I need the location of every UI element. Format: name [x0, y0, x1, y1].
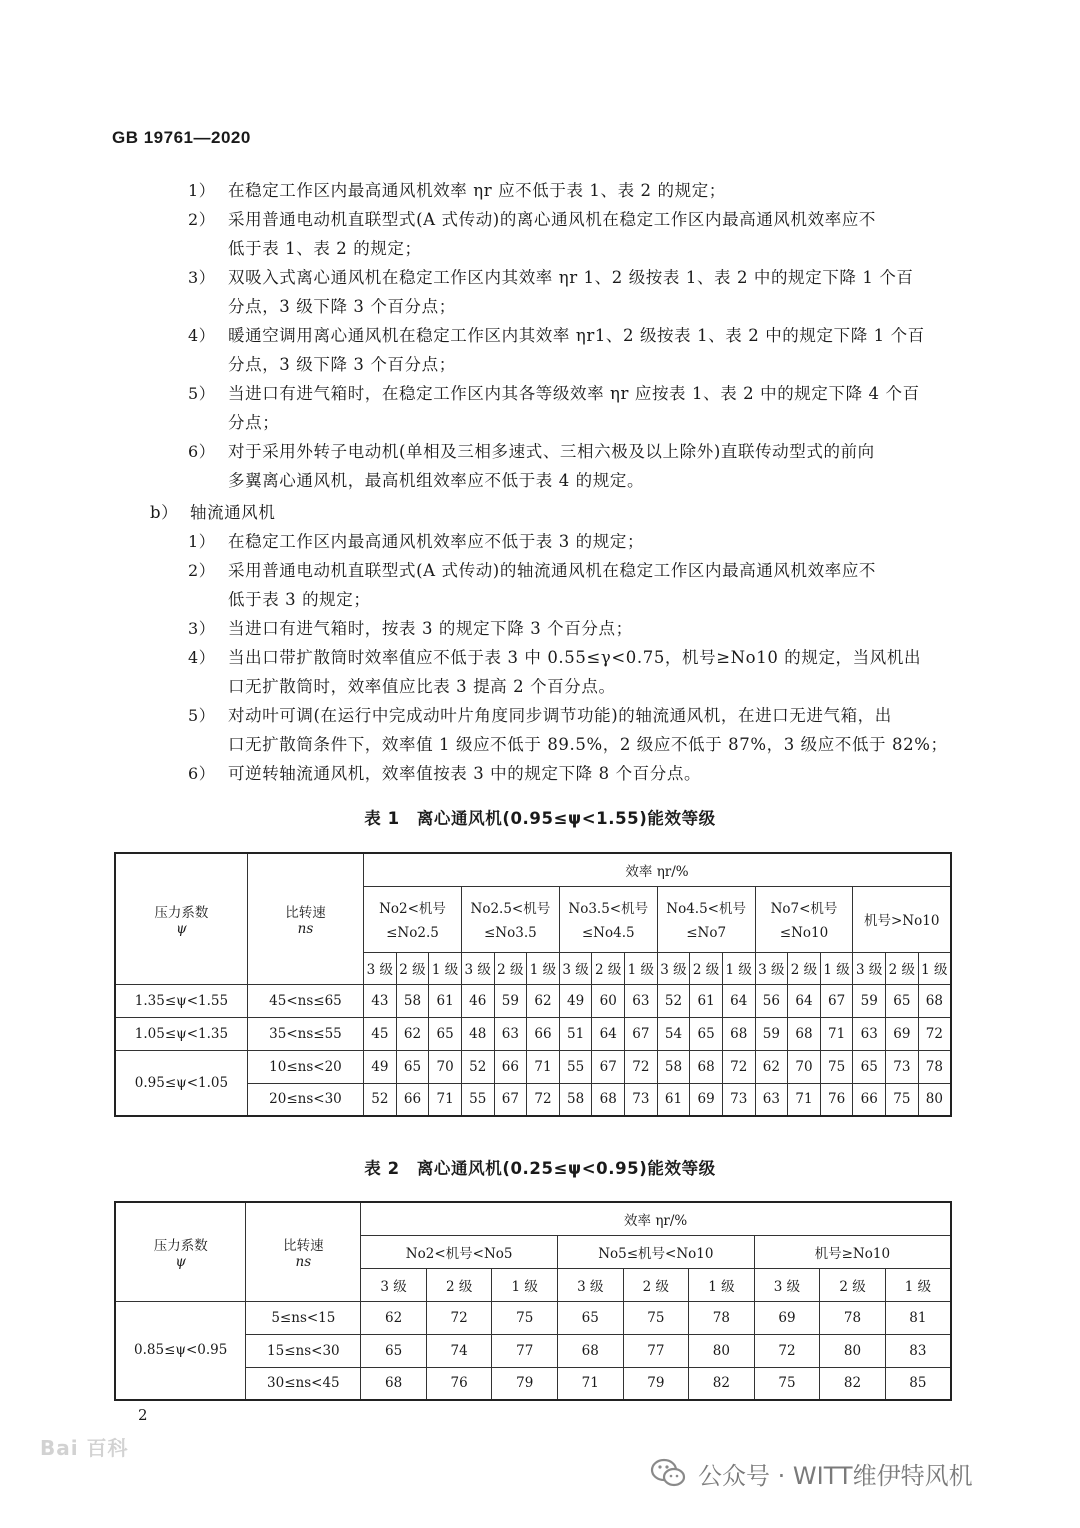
list-item — [188, 379, 953, 437]
table2-grade-header: 1 级 — [885, 1268, 951, 1301]
table2-group-header: No5≤机号<No10 — [557, 1235, 754, 1268]
table1-value-cell: 68 — [788, 1017, 821, 1050]
list-item-line: 可逆转轴流通风机，效率值按表 3 中的规定下降 8 个百分点。 — [228, 764, 702, 783]
table1-group-line1: 机号>No10 — [864, 913, 940, 929]
table1-value-cell: 66 — [527, 1017, 560, 1050]
table1-value-cell: 72 — [527, 1083, 560, 1116]
table1-value-cell: 67 — [625, 1017, 658, 1050]
table1-value-cell: 55 — [559, 1050, 592, 1083]
list-item-number: 4） — [188, 648, 216, 667]
list-item-number: 2） — [188, 210, 216, 229]
table2-value-cell: 65 — [361, 1334, 427, 1367]
table1-value-cell: 65 — [886, 984, 919, 1017]
table2-value-cell: 72 — [426, 1301, 492, 1334]
list-item-number: 5） — [188, 706, 216, 725]
table1-value-cell: 68 — [722, 1017, 755, 1050]
table1-value-cell: 56 — [755, 984, 788, 1017]
table1-value-cell: 64 — [592, 1017, 625, 1050]
table1-group-line2: ≤No2.5 — [386, 925, 439, 941]
table1-value-cell: 64 — [722, 984, 755, 1017]
baidu-watermark: Bai 百科 — [40, 1436, 129, 1460]
table2-value-cell: 79 — [623, 1367, 689, 1400]
table1-value-cell: 59 — [494, 984, 527, 1017]
list-item-number: 1） — [188, 532, 216, 551]
table2-pressure-cell: 0.85≤ψ<0.95 — [115, 1301, 246, 1400]
table2-value-cell: 68 — [557, 1334, 623, 1367]
table1-head-speed-label: 比转速 — [285, 904, 326, 921]
table2-value-cell: 77 — [492, 1334, 558, 1367]
table1-value-cell: 73 — [722, 1083, 755, 1116]
table1-group-line2: ≤No7 — [686, 925, 727, 941]
wechat-watermark — [650, 1453, 973, 1493]
table1-value-cell: 70 — [788, 1050, 821, 1083]
table1-grade-header: 2 级 — [396, 952, 429, 984]
table1-value-cell: 49 — [559, 984, 592, 1017]
table2-value-cell: 65 — [557, 1301, 623, 1334]
list-item-line: 采用普通电动机直联型式(A 式传动)的离心通风机在稳定工作区内最高通风机效率应不 — [228, 210, 877, 229]
table1-group-header — [461, 886, 559, 952]
table1-value-cell: 52 — [461, 1050, 494, 1083]
table2-value-cell: 75 — [754, 1367, 820, 1400]
table1-value-cell: 59 — [853, 984, 886, 1017]
list-item-line: 在稳定工作区内最高通风机效率 ηr 应不低于表 1、表 2 的规定； — [228, 181, 726, 200]
list-item-number: 1） — [188, 181, 216, 200]
table1-value-cell: 46 — [461, 984, 494, 1017]
table1-value-cell: 68 — [690, 1050, 723, 1083]
table2-grade-header: 1 级 — [492, 1268, 558, 1301]
list-item — [188, 437, 953, 495]
table1-speed-cell: 20≤ns<30 — [247, 1083, 363, 1116]
table1-group-header — [853, 886, 951, 952]
table2-caption: 表 2 离心通风机(0.25≤ψ<0.95)能效等级 — [364, 1159, 716, 1178]
table1-value-cell: 60 — [592, 984, 625, 1017]
table1-grade-header: 1 级 — [429, 952, 462, 984]
list-item-number: 3） — [188, 268, 216, 287]
list-item-line: 采用普通电动机直联型式(A 式传动)的轴流通风机在稳定工作区内最高通风机效率应不 — [228, 561, 877, 580]
table-row — [115, 1301, 951, 1334]
list-item — [188, 614, 953, 643]
table1-group-line2: ≤No10 — [779, 925, 829, 941]
list-item-number: 5） — [188, 384, 216, 403]
table2-value-cell: 62 — [361, 1301, 427, 1334]
table1-grade-header: 1 级 — [918, 952, 951, 984]
table2-value-cell: 74 — [426, 1334, 492, 1367]
section-b-title: 轴流通风机 — [190, 503, 276, 522]
table1-head-speed-symbol: ns — [297, 920, 314, 937]
list-item-number: 4） — [188, 326, 216, 345]
table1-speed-cell: 45<ns≤65 — [247, 984, 363, 1017]
table2-value-cell: 69 — [754, 1301, 820, 1334]
table1-value-cell: 65 — [853, 1050, 886, 1083]
table2-speed-cell: 5≤ns<15 — [246, 1301, 361, 1334]
table1-value-cell: 67 — [494, 1083, 527, 1116]
table1-value-cell: 66 — [494, 1050, 527, 1083]
table1-value-cell: 65 — [396, 1050, 429, 1083]
table1-value-cell: 63 — [494, 1017, 527, 1050]
table2-head-efficiency: 效率 ηr/% — [361, 1202, 951, 1235]
table1-value-cell: 52 — [657, 984, 690, 1017]
table2-value-cell: 76 — [426, 1367, 492, 1400]
table2-value-cell: 78 — [689, 1301, 755, 1334]
table1-value-cell: 66 — [396, 1083, 429, 1116]
table1-group-header — [755, 886, 853, 952]
table1-pressure-cell: 1.35≤ψ<1.55 — [115, 984, 247, 1017]
table1-value-cell: 61 — [429, 984, 462, 1017]
table1-value-cell: 69 — [886, 1017, 919, 1050]
table1-value-cell: 67 — [820, 984, 853, 1017]
table2-grade-header: 3 级 — [361, 1268, 427, 1301]
table2-value-cell: 83 — [885, 1334, 951, 1367]
table2-body — [115, 1301, 951, 1400]
table1-value-cell: 63 — [853, 1017, 886, 1050]
section-b-letter: b） — [150, 503, 179, 522]
table2-value-cell: 77 — [623, 1334, 689, 1367]
list-item — [188, 643, 953, 701]
table1-value-cell: 54 — [657, 1017, 690, 1050]
list-item — [188, 176, 953, 205]
list-item-line: 当进口有进气箱时，在稳定工作区内其各等级效率 ηr 应按表 1、表 2 中的规定下降 4 个百 — [228, 384, 920, 403]
table1-body — [115, 984, 951, 1116]
table1-grade-header: 3 级 — [461, 952, 494, 984]
table1-value-cell: 62 — [755, 1050, 788, 1083]
table1-value-cell: 61 — [657, 1083, 690, 1116]
table1-value-cell: 49 — [364, 1050, 397, 1083]
table1-value-cell: 58 — [559, 1083, 592, 1116]
table1-grade-header: 3 级 — [755, 952, 788, 984]
table1-group-header — [657, 886, 755, 952]
list-item-number: 3） — [188, 619, 216, 638]
list-item — [188, 321, 953, 379]
table1-value-cell: 70 — [429, 1050, 462, 1083]
table1-value-cell: 78 — [918, 1050, 951, 1083]
section-b-heading — [150, 498, 276, 527]
table2-speed-cell: 30≤ns<45 — [246, 1367, 361, 1400]
table1-value-cell: 59 — [755, 1017, 788, 1050]
table1-group-line1: No7<机号 — [770, 901, 838, 917]
table1-value-cell: 73 — [886, 1050, 919, 1083]
table1-value-cell: 68 — [918, 984, 951, 1017]
table2-speed-cell: 15≤ns<30 — [246, 1334, 361, 1367]
table1-value-cell: 69 — [690, 1083, 723, 1116]
list-item-line: 分点，3 级下降 3 个百分点； — [228, 297, 456, 316]
table1-grade-header: 3 级 — [853, 952, 886, 984]
table1-head-pressure-label: 压力系数 — [154, 904, 209, 921]
table1-value-cell: 64 — [788, 984, 821, 1017]
list-item-line: 口无扩散筒时，效率值应比表 3 提高 2 个百分点。 — [228, 677, 616, 696]
table2-value-cell: 82 — [820, 1367, 886, 1400]
list-item-line: 当出口带扩散筒时效率值应不低于表 3 中 0.55≤γ<0.75，机号≥No10 的规定，当风机出 — [228, 648, 922, 667]
table1-value-cell: 52 — [364, 1083, 397, 1116]
table1-group-header — [559, 886, 657, 952]
table2 — [114, 1201, 952, 1401]
table2-value-cell: 79 — [492, 1367, 558, 1400]
table1-value-cell: 65 — [690, 1017, 723, 1050]
table1-grade-header: 2 级 — [690, 952, 723, 984]
list-item-line: 分点； — [228, 413, 280, 432]
table1-group-line2: ≤No4.5 — [581, 925, 635, 941]
table1-value-cell: 72 — [722, 1050, 755, 1083]
table2-grade-header: 1 级 — [689, 1268, 755, 1301]
table2-value-cell: 81 — [885, 1301, 951, 1334]
table1-value-cell: 51 — [559, 1017, 592, 1050]
table1-value-cell: 72 — [625, 1050, 658, 1083]
table1-value-cell: 62 — [396, 1017, 429, 1050]
list-item — [188, 759, 953, 788]
table2-value-cell: 75 — [623, 1301, 689, 1334]
list-item-line: 对于采用外转子电动机(单相及三相多速式、三相六极及以上除外)直联传动型式的前向 — [228, 442, 875, 461]
table2-head-speed-symbol: ns — [295, 1253, 312, 1270]
table1-value-cell: 62 — [527, 984, 560, 1017]
table1-grade-header: 1 级 — [722, 952, 755, 984]
table2-value-cell: 78 — [820, 1301, 886, 1334]
table1-speed-cell: 10≤ns<20 — [247, 1050, 363, 1083]
list-item-line: 暖通空调用离心通风机在稳定工作区内其效率 ηr1、2 级按表 1、表 2 中的规定下降 1 个百 — [228, 326, 925, 345]
table-row — [115, 1017, 951, 1050]
table2-head-pressure-label: 压力系数 — [153, 1237, 208, 1254]
list-item — [188, 263, 953, 321]
table1-pressure-cell: 0.95≤ψ<1.05 — [115, 1050, 247, 1116]
table1-grade-header: 3 级 — [657, 952, 690, 984]
table1-group-line1: No2<机号 — [379, 901, 446, 917]
table1-value-cell: 43 — [364, 984, 397, 1017]
table1-group-line1: No4.5<机号 — [666, 901, 746, 917]
table1-value-cell: 63 — [755, 1083, 788, 1116]
table1-grade-header: 2 级 — [788, 952, 821, 984]
table2-value-cell: 80 — [689, 1334, 755, 1367]
list-item-line: 分点，3 级下降 3 个百分点； — [228, 355, 456, 374]
table1-value-cell: 80 — [918, 1083, 951, 1116]
table1-value-cell: 48 — [461, 1017, 494, 1050]
table1-grade-header: 2 级 — [886, 952, 919, 984]
table1-value-cell: 71 — [820, 1017, 853, 1050]
list-item-line: 口无扩散筒条件下，效率值 1 级应不低于 89.5%，2 级应不低于 87%，3 级应不低于 82%； — [228, 735, 948, 754]
table1-value-cell: 71 — [429, 1083, 462, 1116]
list-item-number: 2） — [188, 561, 216, 580]
list-item-number: 6） — [188, 442, 216, 461]
list-item-line: 低于表 1、表 2 的规定； — [228, 239, 422, 258]
table1-value-cell: 55 — [461, 1083, 494, 1116]
table2-group-header: No2<机号<No5 — [361, 1235, 558, 1268]
table1-value-cell: 63 — [625, 984, 658, 1017]
table2-value-cell: 82 — [689, 1367, 755, 1400]
standard-code: GB 19761—2020 — [112, 128, 251, 147]
table1-group-line2: ≤No3.5 — [484, 925, 537, 941]
table2-grade-header: 3 级 — [557, 1268, 623, 1301]
table1-value-cell: 66 — [853, 1083, 886, 1116]
table-row — [115, 984, 951, 1017]
table2-value-cell: 72 — [754, 1334, 820, 1367]
list-item-line: 双吸入式离心通风机在稳定工作区内其效率 ηr 1、2 级按表 1、表 2 中的规定下降 1 个百 — [228, 268, 914, 287]
table1-head-pressure-symbol: ψ — [176, 920, 187, 937]
list-item-line: 当进口有进气箱时，按表 3 的规定下降 3 个百分点； — [228, 619, 633, 638]
table1-value-cell: 45 — [364, 1017, 397, 1050]
table2-value-cell: 68 — [361, 1367, 427, 1400]
page-number: 2 — [138, 1406, 148, 1424]
table1-value-cell: 75 — [886, 1083, 919, 1116]
table1-head-efficiency: 效率 ηr/% — [364, 853, 951, 886]
table2-head-pressure-symbol: ψ — [175, 1253, 186, 1270]
table1-grade-header: 2 级 — [592, 952, 625, 984]
table1-value-cell: 58 — [657, 1050, 690, 1083]
list-item — [188, 205, 953, 263]
table2-group-header: 机号≥No10 — [754, 1235, 951, 1268]
wechat-watermark-text: 公众号 · WITT维伊特风机 — [698, 1461, 973, 1490]
table1-pressure-cell: 1.05≤ψ<1.35 — [115, 1017, 247, 1050]
table1-value-cell: 71 — [788, 1083, 821, 1116]
table2-grade-header: 2 级 — [426, 1268, 492, 1301]
table1-speed-cell: 35<ns≤55 — [247, 1017, 363, 1050]
table1-grade-header: 1 级 — [820, 952, 853, 984]
table2-head-pressure — [115, 1202, 246, 1301]
table2-value-cell: 75 — [492, 1301, 558, 1334]
table1-grade-header: 1 级 — [527, 952, 560, 984]
table1-value-cell: 68 — [592, 1083, 625, 1116]
table1-group-header — [364, 886, 462, 952]
list-item — [188, 701, 953, 759]
table1-value-cell: 61 — [690, 984, 723, 1017]
list-item-line: 对动叶可调(在运行中完成动叶片角度同步调节功能)的轴流通风机，在进口无进气箱，出 — [228, 706, 892, 725]
table-row — [115, 1050, 951, 1083]
table1-caption: 表 1 离心通风机(0.95≤ψ<1.55)能效等级 — [364, 809, 716, 828]
list-item-line: 在稳定工作区内最高通风机效率应不低于表 3 的规定； — [228, 532, 645, 551]
list-item-line: 低于表 3 的规定； — [228, 590, 371, 609]
table2-value-cell: 80 — [820, 1334, 886, 1367]
list-item-number: 6） — [188, 764, 216, 783]
table2-grade-header: 2 级 — [623, 1268, 689, 1301]
table2-value-cell: 85 — [885, 1367, 951, 1400]
table1-value-cell: 76 — [820, 1083, 853, 1116]
list-item — [188, 527, 953, 556]
table2-value-cell: 71 — [557, 1367, 623, 1400]
table2-head-speed — [246, 1202, 361, 1301]
table1-value-cell: 75 — [820, 1050, 853, 1083]
table1-value-cell: 73 — [625, 1083, 658, 1116]
table1-value-cell: 71 — [527, 1050, 560, 1083]
table1-value-cell: 67 — [592, 1050, 625, 1083]
table2-head-speed-label: 比转速 — [283, 1237, 324, 1254]
table1-head-speed — [247, 853, 363, 984]
table2-grade-header: 3 级 — [754, 1268, 820, 1301]
wechat-icon — [650, 1457, 686, 1489]
table1-grade-header: 3 级 — [559, 952, 592, 984]
table2-grade-header: 2 级 — [820, 1268, 886, 1301]
table1-value-cell: 58 — [396, 984, 429, 1017]
table1-head-pressure — [115, 853, 247, 984]
table1-grade-header: 2 级 — [494, 952, 527, 984]
table1-group-line1: No2.5<机号 — [470, 901, 551, 917]
table1-grade-header: 3 级 — [364, 952, 397, 984]
table1-value-cell: 65 — [429, 1017, 462, 1050]
list-item-line: 多翼离心通风机，最高机组效率应不低于表 4 的规定。 — [228, 471, 645, 490]
table1-group-line1: No3.5<机号 — [568, 901, 649, 917]
table1-grade-header: 1 级 — [625, 952, 658, 984]
table1-value-cell: 72 — [918, 1017, 951, 1050]
list-item — [188, 556, 953, 614]
table1 — [114, 852, 952, 1117]
